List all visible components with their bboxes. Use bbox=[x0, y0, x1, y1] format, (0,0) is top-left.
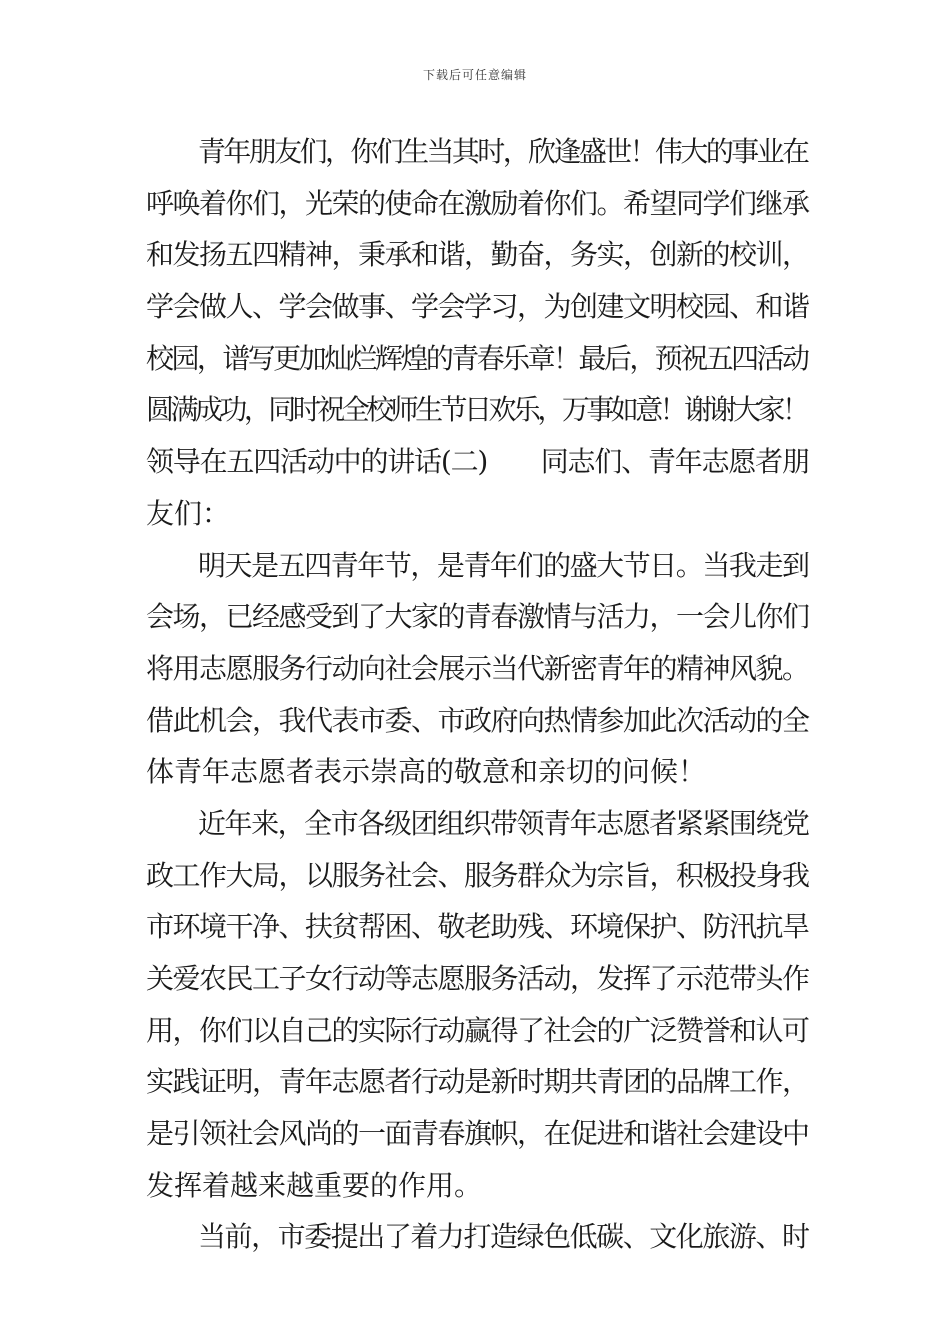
text-line bbox=[146, 746, 810, 798]
line-text: 政工作大局，以服务社会、服务群众为宗旨，积极投身我 bbox=[146, 858, 809, 892]
text-line bbox=[146, 436, 810, 488]
line-text: 当前，市委提出了着力打造绿色低碳、文化旅游、时 bbox=[198, 1220, 809, 1254]
text-line bbox=[146, 1056, 810, 1108]
line-text: 体青年志愿者表示崇高的敬意和亲切的问候！ bbox=[146, 755, 707, 789]
line-text: 是引领社会风尚的一面青春旗帜，在促进和谐社会建设中 bbox=[146, 1117, 809, 1151]
text-line bbox=[146, 281, 810, 333]
line-text: 领导在五四活动中的讲话(二) 同志们、青年志愿者朋 bbox=[146, 445, 809, 479]
text-line bbox=[146, 229, 810, 281]
line-text: 借此机会，我代表市委、市政府向热情参加此次活动的全 bbox=[146, 703, 809, 737]
text-line bbox=[146, 1108, 810, 1160]
line-text: 呼唤着你们，光荣的使命在激励着你们。希望同学们继承 bbox=[146, 186, 809, 220]
line-text: 近年来，全市各级团组织带领青年志愿者紧紧围绕党 bbox=[198, 806, 809, 840]
line-text: 友们： bbox=[146, 496, 231, 530]
line-text: 用，你们以自己的实际行动赢得了社会的广泛赞誉和认可 bbox=[146, 1013, 809, 1047]
text-line bbox=[146, 384, 810, 436]
text-line bbox=[146, 901, 810, 953]
text-line bbox=[146, 1005, 810, 1057]
page-header: 下载后可任意编辑 bbox=[422, 68, 527, 82]
text-line bbox=[146, 643, 810, 695]
line-text: 圆满成功，同时祝全校师生节日欢乐，万事如意！谢谢大家！ bbox=[146, 393, 807, 427]
text-line bbox=[146, 488, 810, 540]
text-line bbox=[146, 850, 810, 902]
text-line bbox=[146, 333, 810, 385]
line-text: 关爱农民工子女行动等志愿服务活动，发挥了示范带头作 bbox=[146, 962, 809, 995]
text-line bbox=[146, 1211, 810, 1263]
text-line bbox=[146, 1160, 810, 1212]
text-line bbox=[146, 540, 810, 592]
line-text: 会场，已经感受到了大家的青春激情与活力，一会儿你们 bbox=[146, 600, 809, 634]
text-line bbox=[146, 798, 810, 850]
line-text: 发挥着越来越重要的作用。 bbox=[146, 1168, 483, 1202]
text-line bbox=[146, 126, 810, 178]
line-text: 明天是五四青年节，是青年们的盛大节日。当我走到 bbox=[198, 548, 809, 582]
text-line bbox=[146, 178, 810, 230]
text-line bbox=[146, 695, 810, 747]
line-text: 将用志愿服务行动向社会展示当代新密青年的精神风貌。 bbox=[146, 651, 809, 685]
line-text: 学会做人、学会做事、学会学习，为创建文明校园、和谐 bbox=[146, 290, 809, 324]
line-text: 实践证明，青年志愿者行动是新时期共青团的品牌工作， bbox=[146, 1065, 809, 1099]
text-line bbox=[146, 953, 810, 1005]
line-text: 校园，谱写更加灿烂辉煌的青春乐章！最后，预祝五四活动 bbox=[146, 341, 808, 375]
line-text: 和发扬五四精神，秉承和谐，勤奋，务实，创新的校训， bbox=[146, 238, 809, 272]
line-text: 市环境干净、扶贫帮困、敬老助残、环境保护、防汛抗旱 bbox=[146, 910, 809, 944]
document-body bbox=[146, 126, 810, 1263]
line-text: 青年朋友们，你们生当其时，欣逢盛世！伟大的事业在 bbox=[198, 135, 808, 168]
text-line bbox=[146, 591, 810, 643]
